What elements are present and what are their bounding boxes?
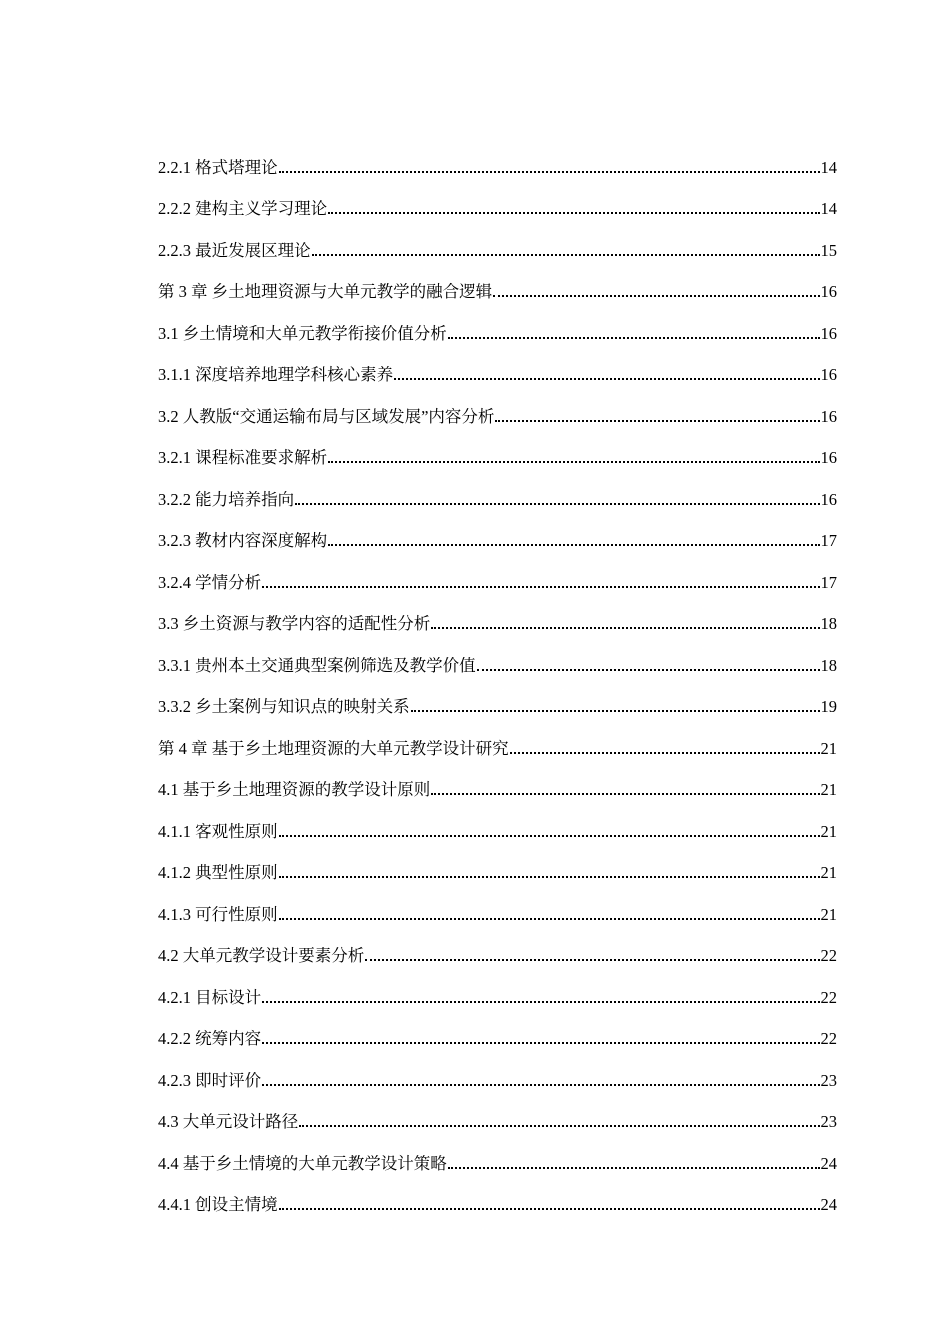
toc-dot-leader	[477, 669, 820, 671]
toc-entry[interactable]	[158, 800, 837, 842]
toc-entry-page: 16	[820, 323, 837, 343]
toc-dot-leader	[279, 876, 820, 878]
toc-dot-leader	[312, 254, 820, 256]
toc-entry-title: 4.1.2 典型性原则	[158, 863, 278, 882]
toc-entry-page: 21	[820, 780, 837, 799]
toc-entry-page: 19	[820, 697, 837, 716]
toc-entry-page: 18	[820, 655, 837, 675]
toc-entry[interactable]	[158, 510, 837, 552]
toc-dot-leader	[299, 1125, 819, 1127]
toc-entry-title: 4.2.3 即时评价	[158, 1070, 262, 1090]
toc-dot-leader	[328, 461, 819, 463]
toc-entry-title: 4.2.2 统筹内容	[158, 1029, 262, 1048]
toc-dot-leader	[493, 295, 819, 297]
toc-entry-title: 4.1 基于乡土地理资源的教学设计原则	[158, 780, 431, 799]
toc-dot-leader	[279, 1208, 820, 1210]
toc-entry[interactable]	[158, 344, 837, 386]
toc-entry-title: 4.1.3 可行性原则	[158, 904, 278, 924]
toc-entry-page: 14	[820, 157, 837, 177]
toc-dot-leader	[279, 171, 820, 173]
toc-dot-leader	[365, 959, 819, 961]
toc-entry-page: 15	[820, 240, 837, 260]
toc-entry[interactable]	[158, 1091, 837, 1133]
toc-entry[interactable]	[158, 219, 837, 261]
toc-dot-leader	[328, 544, 819, 546]
toc-entry-page: 16	[820, 282, 837, 301]
toc-entry[interactable]	[158, 925, 837, 967]
toc-dot-leader	[448, 1167, 820, 1169]
toc-entry-title: 3.1.1 深度培养地理学科核心素养	[158, 365, 394, 384]
toc-entry[interactable]	[158, 427, 837, 469]
toc-entry[interactable]	[158, 717, 837, 759]
toc-dot-leader	[510, 752, 820, 754]
toc-entry-page: 21	[820, 904, 837, 924]
toc-entry-page: 23	[820, 1070, 837, 1090]
toc-entry[interactable]	[158, 883, 837, 925]
toc-entry-page: 16	[820, 489, 837, 509]
toc-entry[interactable]	[158, 759, 837, 801]
toc-dot-leader	[279, 918, 820, 920]
toc-entry-page: 16	[820, 365, 837, 384]
toc-dot-leader	[262, 1001, 819, 1003]
toc-dot-leader	[295, 503, 819, 505]
toc-entry-title: 3.2.2 能力培养指向	[158, 489, 295, 509]
toc-dot-leader	[431, 793, 819, 795]
toc-dot-leader	[279, 835, 820, 837]
toc-entry-page: 14	[820, 199, 837, 218]
toc-entry-title: 4.3 大单元设计路径	[158, 1112, 299, 1131]
toc-entry-page: 22	[820, 987, 837, 1007]
toc-entry-title: 2.2.3 最近发展区理论	[158, 240, 311, 260]
toc-entry-page: 21	[820, 821, 837, 841]
toc-entry-title: 4.4.1 创设主情境	[158, 1195, 278, 1214]
toc-entry[interactable]	[158, 302, 837, 344]
toc-entry[interactable]	[158, 468, 837, 510]
toc-entry-title: 2.2.2 建构主义学习理论	[158, 199, 328, 218]
toc-entry-page: 21	[820, 738, 837, 758]
toc-entry-title: 第 4 章 基于乡土地理资源的大单元教学设计研究	[158, 738, 509, 758]
toc-entry[interactable]	[158, 1132, 837, 1174]
toc-entry-page: 18	[820, 614, 837, 633]
toc-entry-page: 22	[820, 1029, 837, 1048]
toc-entry-title: 4.2 大单元教学设计要素分析	[158, 946, 365, 965]
toc-dot-leader	[262, 1042, 819, 1044]
toc-entry-page: 16	[820, 406, 837, 426]
toc-entry-title: 3.2 人教版“交通运输布局与区域发展”内容分析	[158, 406, 495, 426]
toc-entry-page: 22	[820, 946, 837, 965]
toc-entry[interactable]	[158, 551, 837, 593]
toc-entry-title: 3.3 乡土资源与教学内容的适配性分析	[158, 614, 431, 633]
toc-entry-page: 24	[820, 1153, 837, 1173]
toc-dot-leader	[328, 212, 819, 214]
toc-dot-leader	[262, 586, 819, 588]
toc-entry-title: 4.1.1 客观性原则	[158, 821, 278, 841]
toc-entry[interactable]	[158, 1174, 837, 1216]
toc-entry-title: 3.2.4 学情分析	[158, 572, 262, 592]
toc-entry-title: 3.3.1 贵州本土交通典型案例筛选及教学价值	[158, 655, 476, 675]
toc-entry-page: 17	[820, 531, 837, 550]
toc-entry[interactable]	[158, 966, 837, 1008]
toc-entry-title: 4.4 基于乡土情境的大单元教学设计策略	[158, 1153, 447, 1173]
toc-dot-leader	[262, 1084, 819, 1086]
toc-entry[interactable]	[158, 842, 837, 884]
toc-entry-title: 第 3 章 乡土地理资源与大单元教学的融合逻辑	[158, 282, 493, 301]
toc-entry-page: 21	[820, 863, 837, 882]
toc-entry-title: 3.2.3 教材内容深度解构	[158, 531, 328, 550]
toc-entry[interactable]	[158, 261, 837, 303]
toc-entry-title: 3.1 乡土情境和大单元教学衔接价值分析	[158, 323, 447, 343]
toc-dot-leader	[431, 627, 819, 629]
toc-entry[interactable]	[158, 593, 837, 635]
toc-dot-leader	[394, 378, 819, 380]
toc-entry-page: 17	[820, 572, 837, 592]
toc-entry-title: 2.2.1 格式塔理论	[158, 157, 278, 177]
toc-entry[interactable]	[158, 634, 837, 676]
table-of-contents	[158, 136, 837, 1215]
toc-dot-leader	[495, 420, 819, 422]
toc-dot-leader	[411, 710, 820, 712]
toc-entry-title: 3.3.2 乡土案例与知识点的映射关系	[158, 697, 410, 716]
toc-entry-page: 16	[820, 448, 837, 467]
toc-entry[interactable]	[158, 676, 837, 718]
toc-entry-page: 23	[820, 1112, 837, 1131]
toc-entry-page: 24	[820, 1195, 837, 1214]
toc-entry-title: 4.2.1 目标设计	[158, 987, 262, 1007]
toc-entry[interactable]	[158, 385, 837, 427]
toc-entry-title: 3.2.1 课程标准要求解析	[158, 448, 328, 467]
toc-dot-leader	[448, 337, 820, 339]
toc-entry[interactable]	[158, 1008, 837, 1050]
toc-entry[interactable]	[158, 178, 837, 220]
toc-entry[interactable]	[158, 136, 837, 178]
toc-entry[interactable]	[158, 1049, 837, 1091]
